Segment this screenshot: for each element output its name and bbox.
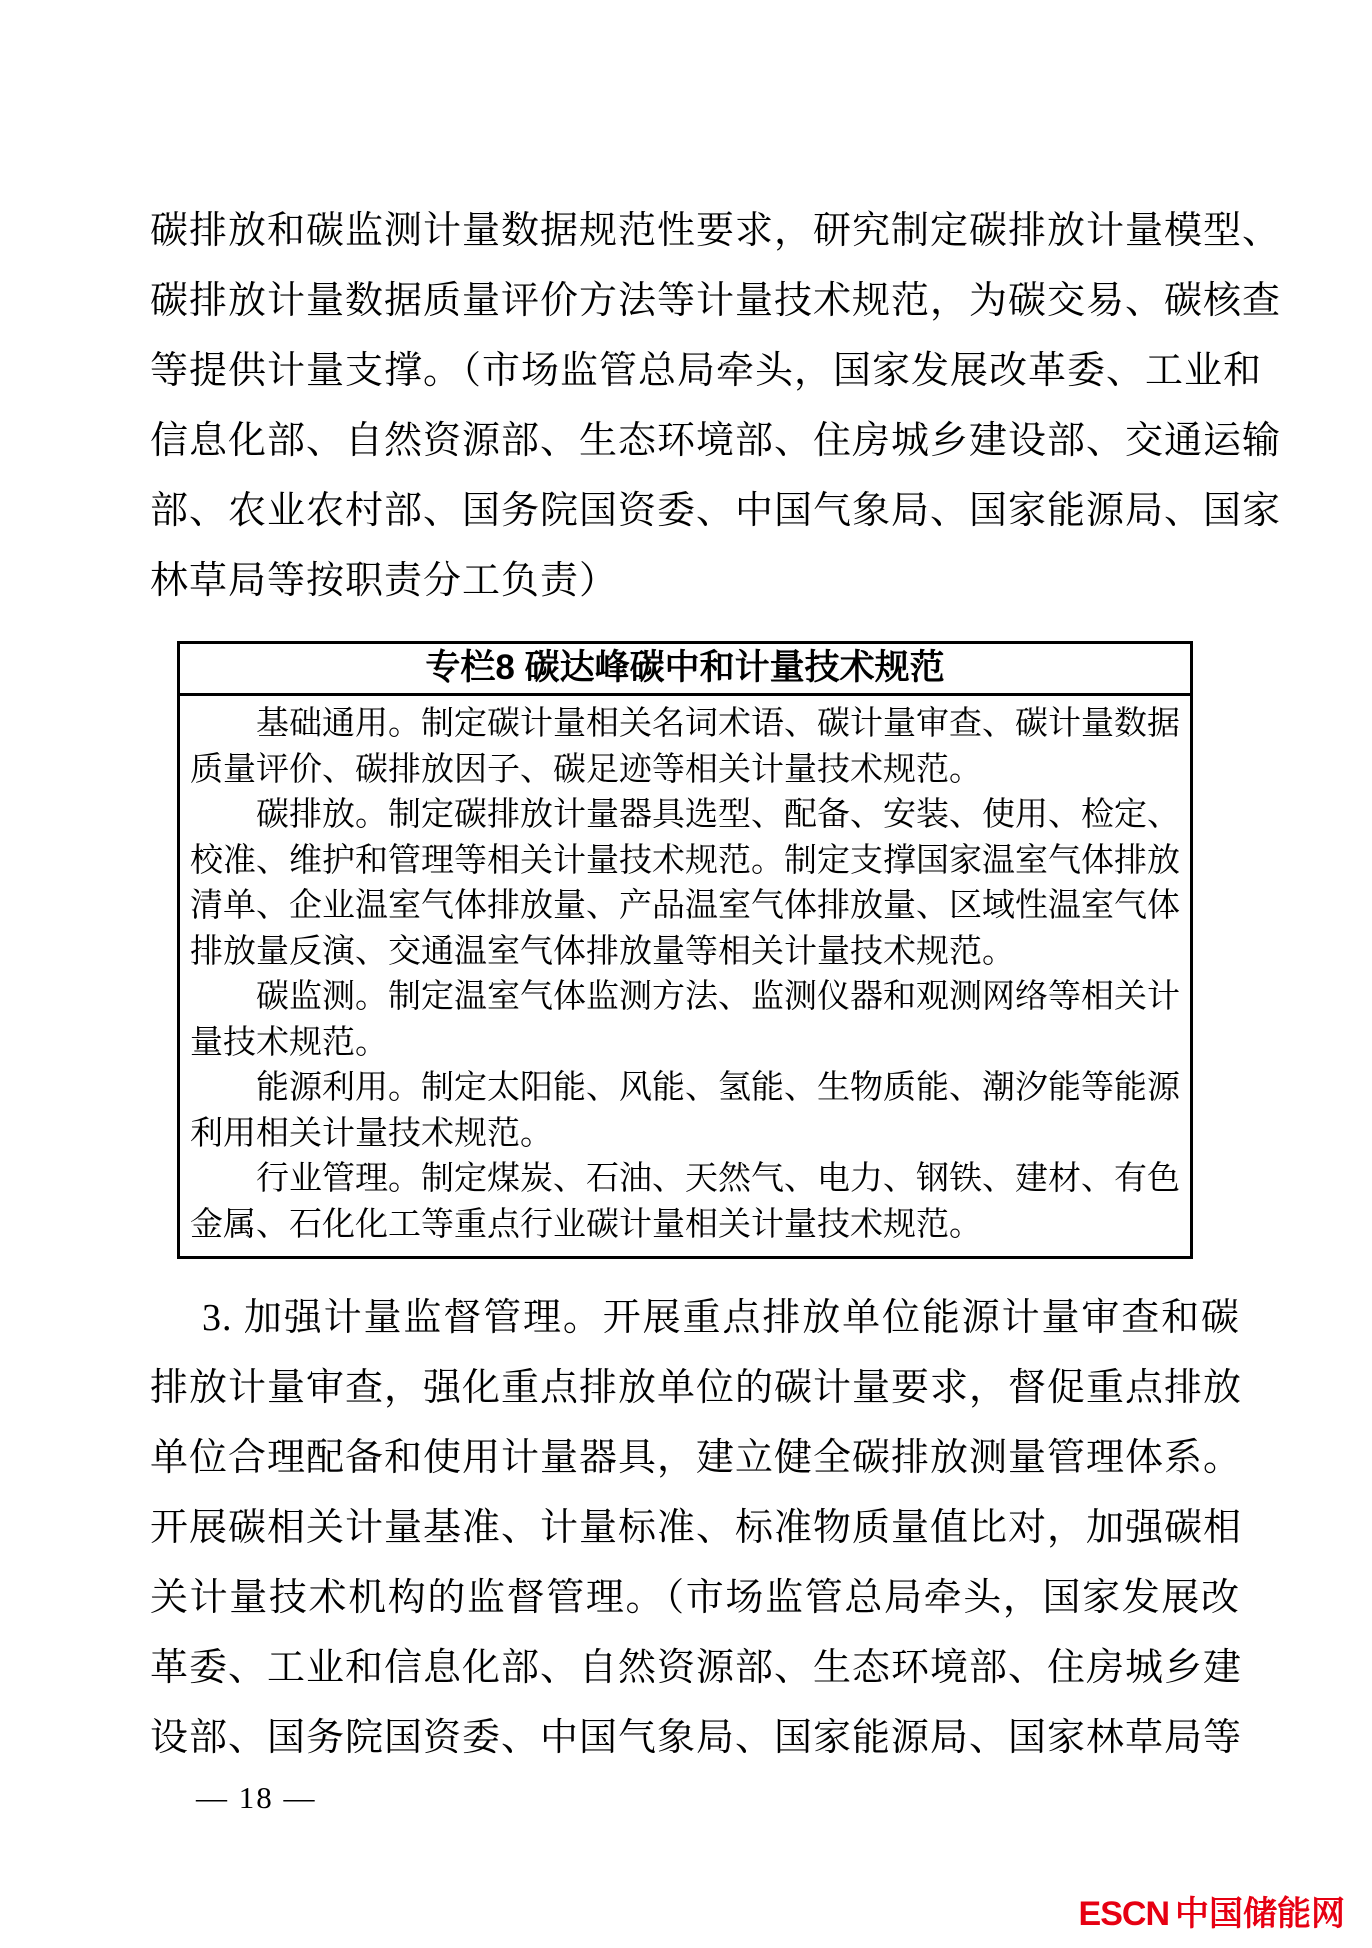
text-line: 3. 加强计量监督管理。开展重点排放单位能源计量审查和碳 <box>202 1297 1240 1339</box>
box-text-line: 排放量反演、交通温室气体排放量等相关计量技术规范。 <box>190 933 1015 970</box>
box-text-line: 能源利用。制定太阳能、风能、氢能、生物质能、潮汐能等能源 <box>256 1070 1180 1106</box>
page-number: — 18 — <box>196 1780 317 1815</box>
box-text-line: 碳监测。制定温室气体监测方法、监测仪器和观测网络等相关计 <box>256 979 1180 1015</box>
column-8-box-title: 专栏8 碳达峰碳中和计量技术规范 <box>180 644 1190 696</box>
box-text-line: 行业管理。制定煤炭、石油、天然气、电力、钢铁、建材、有色 <box>256 1161 1180 1197</box>
column-8-box-body <box>180 696 1190 1256</box>
text-line: 信息化部、自然资源部、生态环境部、住房城乡建设部、交通运输 <box>150 420 1282 462</box>
escn-logo-cjk: 中国储能网 <box>1175 1895 1345 1933</box>
text-line: 开展碳相关计量基准、计量标准、标准物质量值比对，加强碳相 <box>150 1507 1243 1549</box>
box-text-line: 清单、企业温室气体排放量、产品温室气体排放量、区域性温室气体 <box>190 888 1180 924</box>
paragraph-top <box>150 196 1282 616</box>
box-text-line: 碳排放。制定碳排放计量器具选型、配备、安装、使用、检定、 <box>256 797 1180 833</box>
text-line: 排放计量审查，强化重点排放单位的碳计量要求，督促重点排放 <box>150 1367 1243 1409</box>
escn-logo-latin: ESCN <box>1078 1895 1169 1933</box>
box-text-line: 量技术规范。 <box>190 1024 388 1061</box>
box-text-line: 质量评价、碳排放因子、碳足迹等相关计量技术规范。 <box>190 751 982 788</box>
box-text-line: 利用相关计量技术规范。 <box>190 1115 553 1152</box>
box-text-line: 金属、石化化工等重点行业碳计量相关计量技术规范。 <box>190 1206 982 1243</box>
text-line: 革委、工业和信息化部、自然资源部、生态环境部、住房城乡建 <box>150 1647 1243 1689</box>
box-text-line: 基础通用。制定碳计量相关名词术语、碳计量审查、碳计量数据 <box>256 706 1180 742</box>
text-line: 设部、国务院国资委、中国气象局、国家能源局、国家林草局等 <box>150 1717 1243 1759</box>
text-line: 等提供计量支撑。（市场监管总局牵头，国家发展改革委、工业和 <box>150 350 1263 392</box>
text-line: 林草局等按职责分工负责） <box>150 560 619 602</box>
text-line: 碳排放计量数据质量评价方法等计量技术规范，为碳交易、碳核查 <box>150 280 1282 322</box>
text-line: 碳排放和碳监测计量数据规范性要求，研究制定碳排放计量模型、 <box>150 210 1282 252</box>
escn-watermark-logo <box>1079 1886 1345 1935</box>
text-line: 部、农业农村部、国务院国资委、中国气象局、国家能源局、国家 <box>150 490 1282 532</box>
column-8-box <box>177 641 1193 1259</box>
text-line: 关计量技术机构的监督管理。（市场监管总局牵头，国家发展改 <box>150 1577 1240 1619</box>
text-line: 单位合理配备和使用计量器具，建立健全碳排放测量管理体系。 <box>150 1437 1243 1479</box>
paragraph-item-3 <box>150 1283 1243 1773</box>
box-text-line: 校准、维护和管理等相关计量技术规范。制定支撑国家温室气体排放 <box>190 842 1180 879</box>
